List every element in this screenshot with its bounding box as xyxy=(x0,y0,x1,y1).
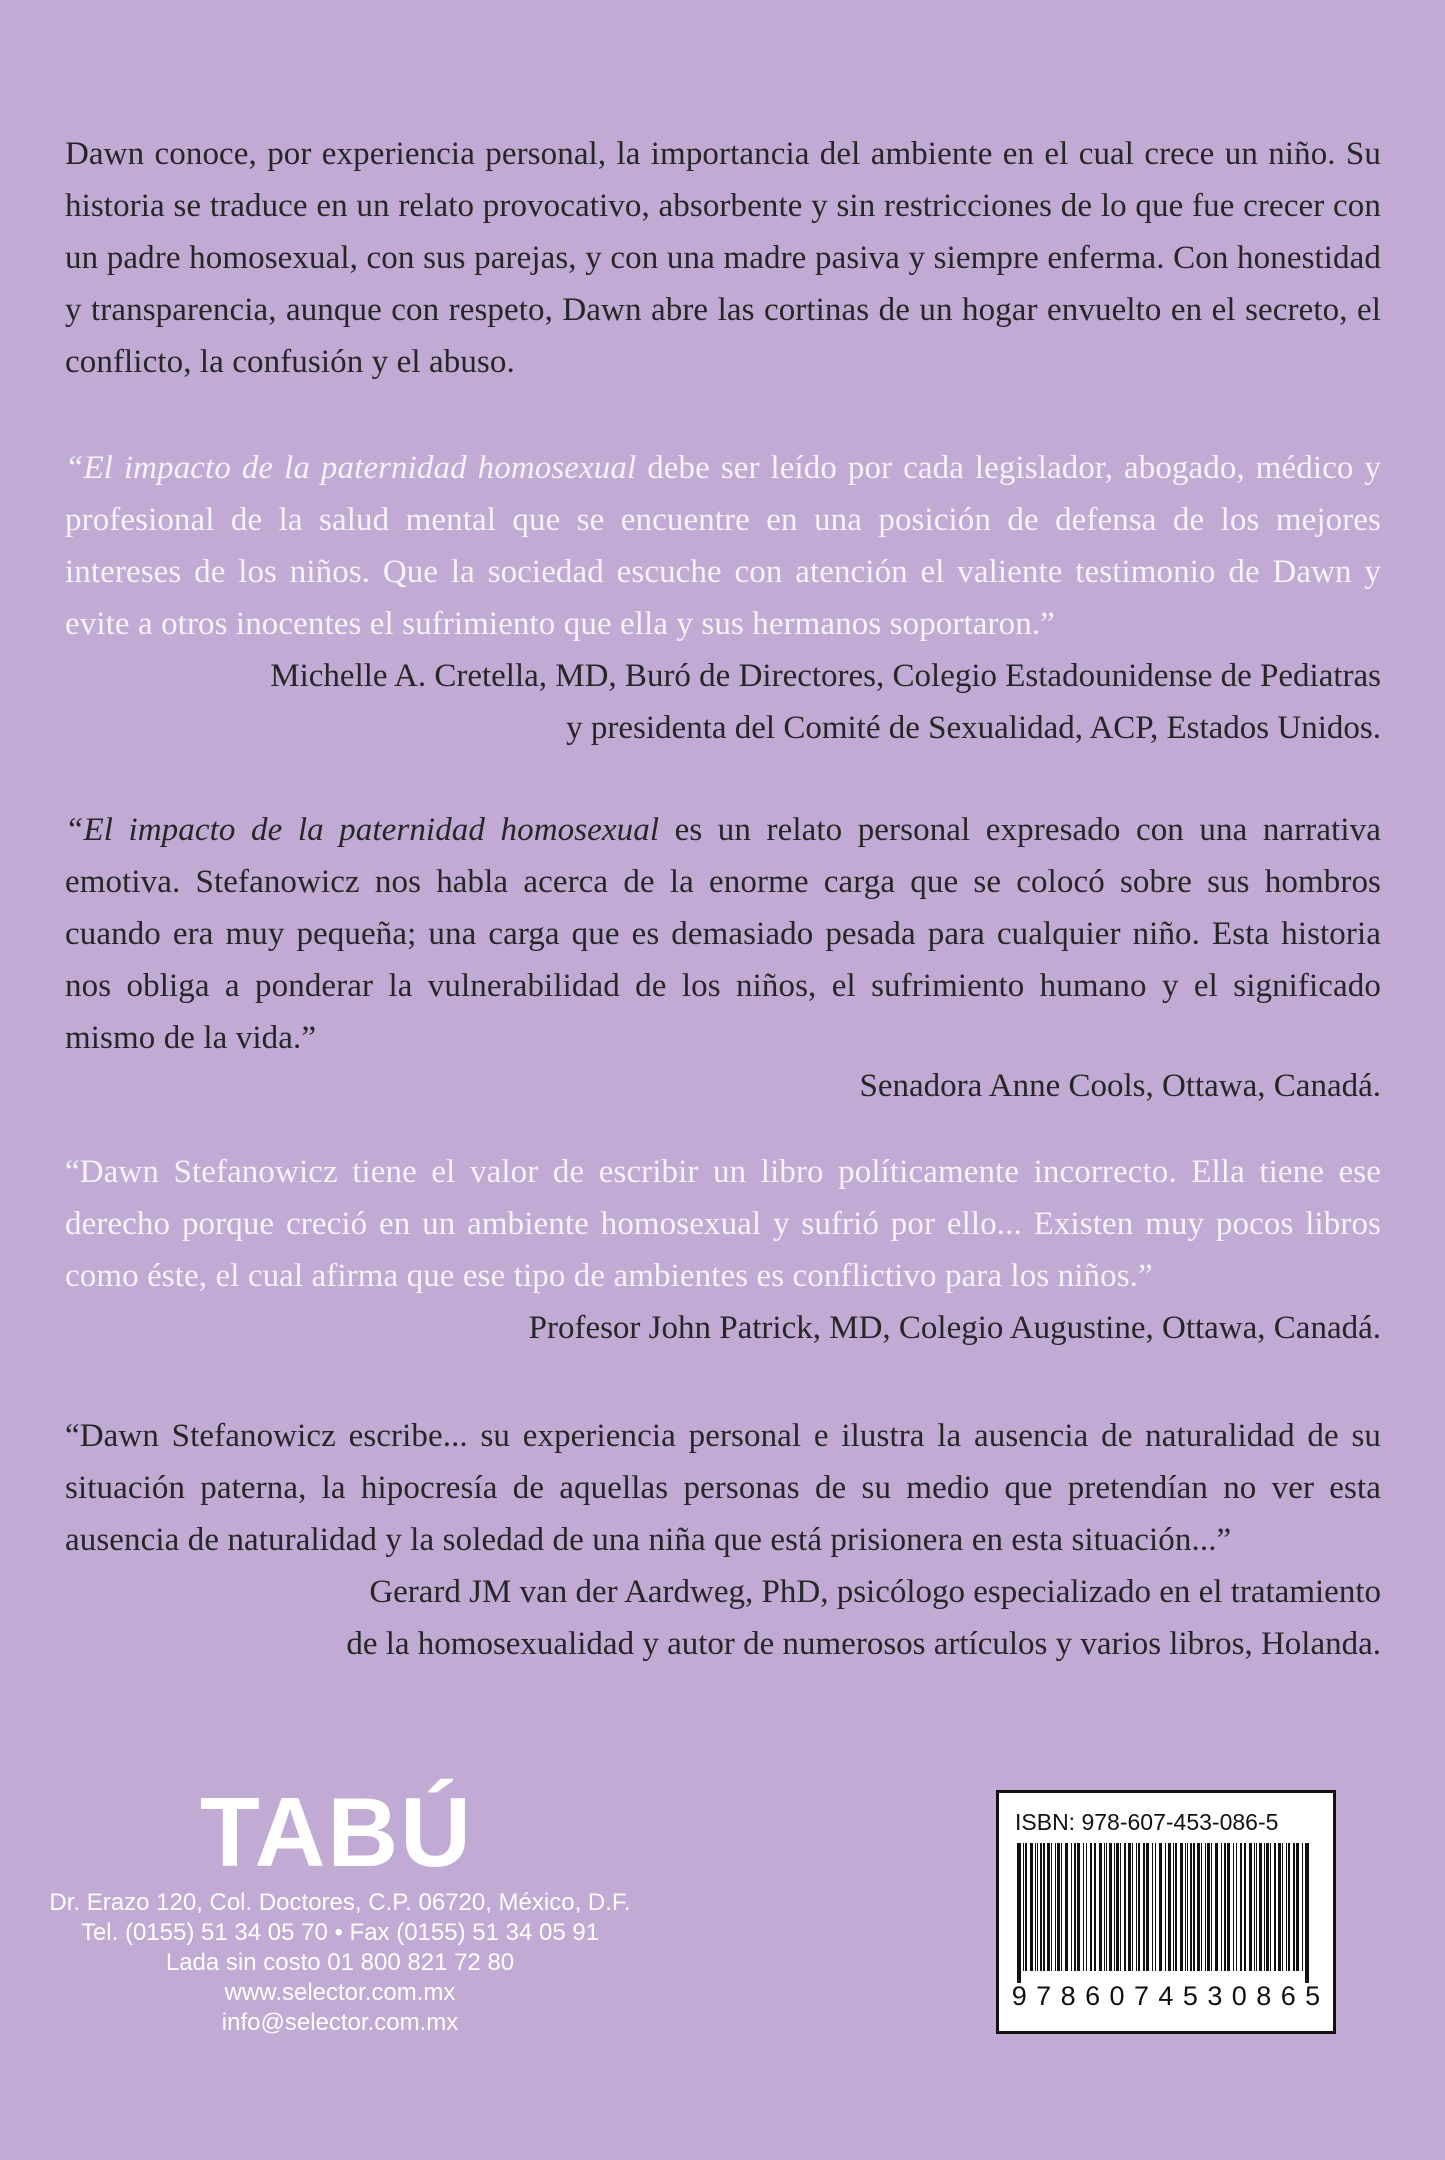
barcode-bar xyxy=(1152,1843,1153,1971)
barcode-bar xyxy=(1201,1843,1202,1971)
quote-attribution-line: Senadora Anne Cools, Ottawa, Canadá. xyxy=(859,1068,1381,1104)
barcode-bar xyxy=(1215,1843,1218,1971)
barcode-bar xyxy=(1017,1843,1019,1983)
quote-body: debe ser leído por cada legislador, abogado, médico y profesional de la salud mental que se encuentre en una posición de defensa de los mejores intereses de los niños. Que la sociedad escuche con atención el valiente testimonio de Dawn y evite a otros inocentes el sufrimiento que ella y sus hermanos soportaron.” xyxy=(65,450,1381,642)
isbn-digit: 5 xyxy=(1182,1981,1198,2011)
isbn-digit: 4 xyxy=(1158,1981,1174,2011)
barcode-bar xyxy=(1227,1843,1230,1971)
barcode-bar xyxy=(1065,1843,1068,1971)
quote-text xyxy=(65,442,1381,650)
barcode-bar xyxy=(1305,1843,1307,1983)
barcode-bar xyxy=(1205,1843,1206,1971)
publisher-info xyxy=(30,1888,650,2038)
publisher-email: info@selector.com.mx xyxy=(221,2009,459,2036)
barcode-bar xyxy=(1019,1843,1021,1983)
barcode-bar xyxy=(1043,1843,1045,1971)
review-quote-3 xyxy=(65,1146,1381,1354)
barcode-bar xyxy=(1077,1843,1080,1971)
barcode-bar xyxy=(1143,1843,1145,1971)
quote-attribution-line: Michelle A. Cretella, MD, Buró de Directores, Colegio Estadounidense de Pediatras xyxy=(270,658,1381,694)
quote-text: “Dawn Stefanowicz tiene el valor de escribir un libro políticamente incorrecto. Ella tiene ese derecho porque creció en un ambiente homosexual y sufrió por ello... Existen muy pocos libros como éste, el cual afirma que ese tipo de ambientes es conflictivo para los niños.” xyxy=(65,1154,1381,1294)
publisher-logo: TABÚ xyxy=(200,1777,473,1887)
publisher-toll-free: Lada sin costo 01 800 821 72 80 xyxy=(165,1949,515,1976)
barcode-bar xyxy=(1090,1843,1092,1971)
barcode-bar xyxy=(1254,1843,1255,1971)
barcode-bar xyxy=(1286,1843,1287,1971)
barcode-bar xyxy=(1270,1843,1271,1971)
barcode-bar xyxy=(1030,1843,1033,1971)
barcode-bar xyxy=(1207,1843,1210,1971)
barcode-bar xyxy=(1173,1843,1174,1971)
barcode-bar xyxy=(1136,1843,1137,1971)
barcode-bar xyxy=(1025,1843,1027,1971)
barcode-bar xyxy=(1240,1843,1242,1971)
barcode-bar xyxy=(1197,1843,1200,1971)
intro-paragraph: Dawn conoce, por experiencia personal, la importancia del ambiente en el cual crece un niño. Su historia se traduce en un relato provocativo, absorbente y sin restricciones de lo que fue crecer con un padre homosexual, con sus parejas, y con una madre pasiva y siempre enferma. Con honestidad y transparencia, aunque con respeto, Dawn abre las cortinas de un hogar envuelto en el secreto, el conflicto, la confusión y el abuso. xyxy=(65,136,1381,380)
isbn-digit: 8 xyxy=(1060,1981,1076,2011)
barcode-bar xyxy=(1071,1843,1072,1971)
barcode-bar xyxy=(1083,1843,1084,1971)
barcode-bar xyxy=(1116,1843,1119,1971)
barcode-bar xyxy=(1224,1843,1226,1971)
barcode-bar xyxy=(1185,1843,1186,1971)
barcode-bar xyxy=(1114,1843,1115,1971)
intro-section xyxy=(65,128,1381,388)
barcode-bar xyxy=(1099,1843,1102,1971)
isbn-digit: 7 xyxy=(1036,1981,1052,2011)
quote-attribution-line: Gerard JM van der Aardweg, PhD, psicólogo especializado en el tratamiento xyxy=(369,1574,1381,1610)
review-quote-2 xyxy=(65,804,1381,1112)
barcode-bar xyxy=(1104,1843,1105,1971)
barcode-bar xyxy=(1193,1843,1195,1971)
barcode-bar xyxy=(1061,1843,1062,1971)
barcode-bar xyxy=(1074,1843,1076,1971)
barcode-bar xyxy=(1155,1843,1156,1971)
isbn-digit: 3 xyxy=(1207,1981,1223,2011)
barcode-bar xyxy=(1190,1843,1192,1971)
quote-body: es un relato personal expresado con una narrativa emotiva. Stefanowicz nos habla acerca de la enorme carga que se colocó sobre sus hombros cuando era muy pequeña; una carga que es demasiado pesada para cualquier niño. Esta historia nos obliga a ponderar la vulnerabilidad de los niños, el sufrimiento humano y el significado mismo de la vida.” xyxy=(65,812,1381,1056)
barcode-bar xyxy=(1055,1843,1056,1971)
barcode-bar xyxy=(1236,1843,1237,1971)
barcode-bar xyxy=(1086,1843,1087,1971)
review-quote-1 xyxy=(65,442,1381,754)
barcode-bar xyxy=(1124,1843,1126,1971)
barcode-bar xyxy=(1094,1843,1096,1971)
quote-attribution-line: de la homosexualidad y autor de numerosos artículos y varios libros, Holanda. xyxy=(346,1626,1381,1662)
barcode-bar xyxy=(1288,1843,1290,1971)
barcode-bar xyxy=(1278,1843,1281,1971)
quote-attribution-line: y presidenta del Comité de Sexualidad, ACP, Estados Unidos. xyxy=(566,710,1381,746)
book-title: “El impacto de la paternidad homosexual xyxy=(65,812,660,848)
book-title: “El impacto de la paternidad homosexual xyxy=(65,450,637,486)
isbn-label: ISBN: 978-607-453-086-5 xyxy=(1015,1809,1279,1835)
isbn-digits xyxy=(999,1981,1333,2012)
isbn-digit: 0 xyxy=(1109,1981,1125,2011)
barcode-bar xyxy=(1282,1843,1283,1971)
isbn-digit: 6 xyxy=(1085,1981,1101,2011)
barcode-bar xyxy=(1037,1843,1038,1971)
isbn-digit: 8 xyxy=(1256,1981,1272,2011)
barcode-bar xyxy=(1249,1843,1252,1971)
barcode-bar xyxy=(1051,1843,1052,1971)
isbn-barcode-box xyxy=(996,1790,1336,2034)
barcode-bar xyxy=(1296,1843,1299,1971)
barcode-bar xyxy=(1057,1843,1060,1971)
barcode-bar xyxy=(1266,1843,1269,1971)
barcode-bar xyxy=(1187,1843,1188,1971)
isbn-digit: 9 xyxy=(1011,1981,1027,2011)
isbn-digit: 6 xyxy=(1280,1981,1296,2011)
barcode-bar xyxy=(1165,1843,1166,1971)
barcode-bar xyxy=(1132,1843,1133,1971)
barcode-bar xyxy=(1120,1843,1121,1971)
barcode-icon xyxy=(1011,1843,1321,1983)
isbn-digit: 0 xyxy=(1231,1981,1247,2011)
barcode-bar xyxy=(1106,1843,1107,1971)
barcode-bar xyxy=(1264,1843,1265,1971)
barcode-bar xyxy=(1175,1843,1177,1971)
quote-text xyxy=(65,804,1381,1064)
barcode-bar xyxy=(1293,1843,1295,1971)
barcode-bar xyxy=(1274,1843,1276,1971)
barcode-bar xyxy=(1040,1843,1042,1971)
barcode-bar xyxy=(1256,1843,1257,1971)
barcode-bar xyxy=(1109,1843,1112,1971)
publisher-address: Dr. Erazo 120, Col. Doctores, C.P. 06720, México, D.F. xyxy=(49,1889,631,1916)
publisher-website: www.selector.com.mx xyxy=(224,1979,456,2006)
barcode-bar xyxy=(1221,1843,1222,1971)
review-quote-4 xyxy=(65,1410,1381,1670)
isbn-digit: 5 xyxy=(1305,1981,1321,2011)
barcode-bar xyxy=(1302,1843,1303,1971)
barcode-bar xyxy=(1138,1843,1140,1971)
quote-text: “Dawn Stefanowicz escribe... su experiencia personal e ilustra la ausencia de naturalidad de su situación paterna, la hipocresía de aquellas personas de su medio que pretendían no ver esta ausencia de naturalidad y la soledad de una niña que está prisionera en esta situación...” xyxy=(65,1418,1381,1558)
barcode-bar xyxy=(1128,1843,1131,1971)
barcode-bar xyxy=(1233,1843,1234,1971)
barcode-bar xyxy=(1146,1843,1149,1971)
isbn-digit: 7 xyxy=(1133,1981,1149,2011)
barcode-bar xyxy=(1047,1843,1050,1971)
barcode-bar xyxy=(1211,1843,1212,1971)
barcode-bar xyxy=(1035,1843,1036,1971)
barcode-bar xyxy=(1307,1843,1309,1983)
barcode-bar xyxy=(1180,1843,1183,1971)
barcode-bar xyxy=(1244,1843,1246,1971)
barcode-bar xyxy=(1168,1843,1171,1971)
barcode-bar xyxy=(1023,1843,1024,1971)
publisher-phone: Tel. (0155) 51 34 05 70 • Fax (0155) 51 34 05 91 xyxy=(80,1919,600,1946)
barcode-bar xyxy=(1259,1843,1262,1971)
quote-attribution-line: Profesor John Patrick, MD, Colegio Augustine, Ottawa, Canadá. xyxy=(528,1310,1381,1346)
barcode-bar xyxy=(1159,1843,1162,1971)
